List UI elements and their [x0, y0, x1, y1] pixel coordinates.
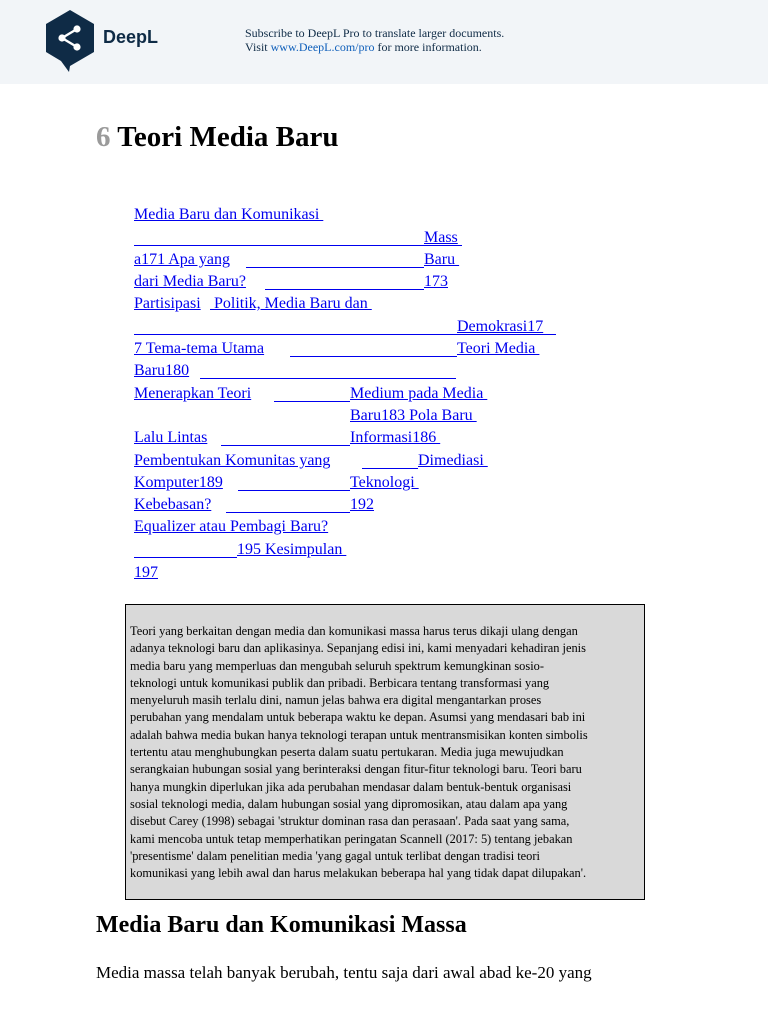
toc-link[interactable]: Komputer189 — [134, 474, 223, 491]
section-heading: Media Baru dan Komunikasi Massa — [96, 912, 467, 938]
toc-link[interactable]: Baru183 Pola Baru — [350, 407, 477, 424]
abstract-line: komunikasi yang lebih awal dan harus melakukan beberapa hal yang tidak dapat dilupakan'. — [130, 866, 587, 881]
abstract-line: Teori yang berkaitan dengan media dan komunikasi massa harus terus dikaji ulang dengan — [130, 624, 578, 638]
toc-underline — [246, 267, 424, 268]
toc-link[interactable]: 195 Kesimpulan — [237, 541, 347, 558]
toc-underline — [226, 512, 350, 513]
toc-link[interactable]: Kebebasan? — [134, 496, 212, 513]
toc-link[interactable]: a171 Apa yang — [134, 251, 230, 268]
toc-link[interactable]: Demokrasi17 — [457, 318, 544, 335]
body-paragraph: Media massa telah banyak berubah, tentu saja dari awal abad ke-20 yang — [96, 963, 592, 982]
toc-link[interactable]: 7 Tema-tema Utama — [134, 340, 265, 357]
promo-after: for more information. — [374, 40, 482, 54]
toc-link[interactable]: Politik, Media Baru dan — [210, 295, 372, 312]
toc-link[interactable]: Teknologi — [350, 474, 419, 491]
promo-visit: Visit — [245, 40, 271, 54]
toc-underline — [134, 245, 462, 246]
toc-link[interactable]: 192 — [350, 496, 374, 513]
toc-link[interactable]: Partisipasi — [134, 295, 201, 312]
abstract-line: disebut Carey (1998) sebagai 'struktur dominan rasa dan perasaan'. Pada saat yang sama, — [130, 814, 570, 829]
toc-underline — [290, 356, 457, 357]
abstract-line: adanya teknologi baru dan aplikasinya. Sepanjang edisi ini, kami menyadari kehadiran jenis — [130, 641, 586, 656]
abstract-box — [125, 604, 645, 900]
toc-link[interactable]: 197 — [134, 564, 158, 581]
abstract-line: menyeluruh masih terlalu dini, namun jelas bahwa era digital mengantarkan proses — [130, 693, 542, 708]
toc-link[interactable]: 173 — [424, 273, 448, 290]
toc-underline — [221, 445, 350, 446]
promo-line-1: Subscribe to DeepL Pro to translate larger documents. — [245, 26, 505, 40]
abstract-line: media baru yang memperluas dan mengubah seluruh spektrum kemungkinan sosio- — [130, 658, 544, 673]
toc-link[interactable]: Mass — [424, 229, 458, 246]
abstract-line: sosial teknologi media, dalam hubungan sosial yang dipromosikan, atau dalam apa yang — [130, 796, 568, 811]
abstract-line: kami mencoba untuk tetap memperhatikan peringatan Scannell (2017: 5) tentang jebakan — [130, 831, 573, 846]
toc-underline — [200, 378, 456, 379]
toc-link[interactable]: Pembentukan Komunitas yang — [134, 452, 331, 469]
abstract-line: hanya mungkin diperlukan jika ada perubahan mendasar dalam bentuk-bentuk organisasi — [130, 779, 572, 794]
chapter-number: 6 — [96, 121, 111, 153]
toc-link[interactable]: Teori Media — [457, 340, 540, 357]
abstract-line: perubahan yang mendalam untuk beberapa waktu ke depan. Asumsi yang mendasari bab ini — [130, 710, 586, 725]
abstract-line: adalah bahwa media bukan hanya teknologi terapan untuk mentransmisikan konten simbolis — [130, 727, 588, 742]
toc-link[interactable]: Dimediasi — [418, 452, 488, 469]
toc-underline — [362, 468, 418, 469]
toc-link[interactable]: Baru180 — [134, 362, 190, 379]
abstract-line: teknologi untuk komunikasi publik dan pribadi. Berbicara tentang transformasi yang — [130, 675, 550, 690]
toc-link[interactable]: Medium pada Media — [350, 385, 488, 402]
toc-underline — [134, 557, 237, 558]
toc-underline — [238, 490, 350, 491]
brand-name: DeepL — [103, 27, 159, 47]
toc-link[interactable]: dari Media Baru? — [134, 273, 246, 290]
abstract-line: serangkaian hubungan sosial yang berinteraksi dengan fitur-fitur teknologi baru. Teori baru — [130, 762, 582, 777]
toc-link[interactable]: Informasi186 — [350, 429, 441, 446]
toc-underline — [274, 401, 350, 402]
toc-link[interactable]: Lalu Lintas — [134, 429, 208, 446]
abstract-line: 'presentisme' dalam penelitian media 'yang gagal untuk terlibat dengan tradisi teori — [130, 848, 540, 863]
deepl-pro-link[interactable]: www.DeepL.com/pro — [270, 40, 375, 54]
toc-link[interactable]: Media Baru dan Komunikasi — [134, 206, 324, 223]
abstract-line: tertentu atau menghubungkan peserta dalam suatu pertukaran. Media juga mewujudkan — [130, 745, 564, 760]
toc-link[interactable]: Equalizer atau Pembagi Baru? — [134, 518, 329, 535]
toc-link[interactable]: Baru — [424, 251, 460, 268]
toc-link[interactable]: Menerapkan Teori — [134, 385, 252, 402]
chapter-title-text: Teori Media Baru — [117, 121, 339, 153]
toc-underline — [265, 289, 424, 290]
